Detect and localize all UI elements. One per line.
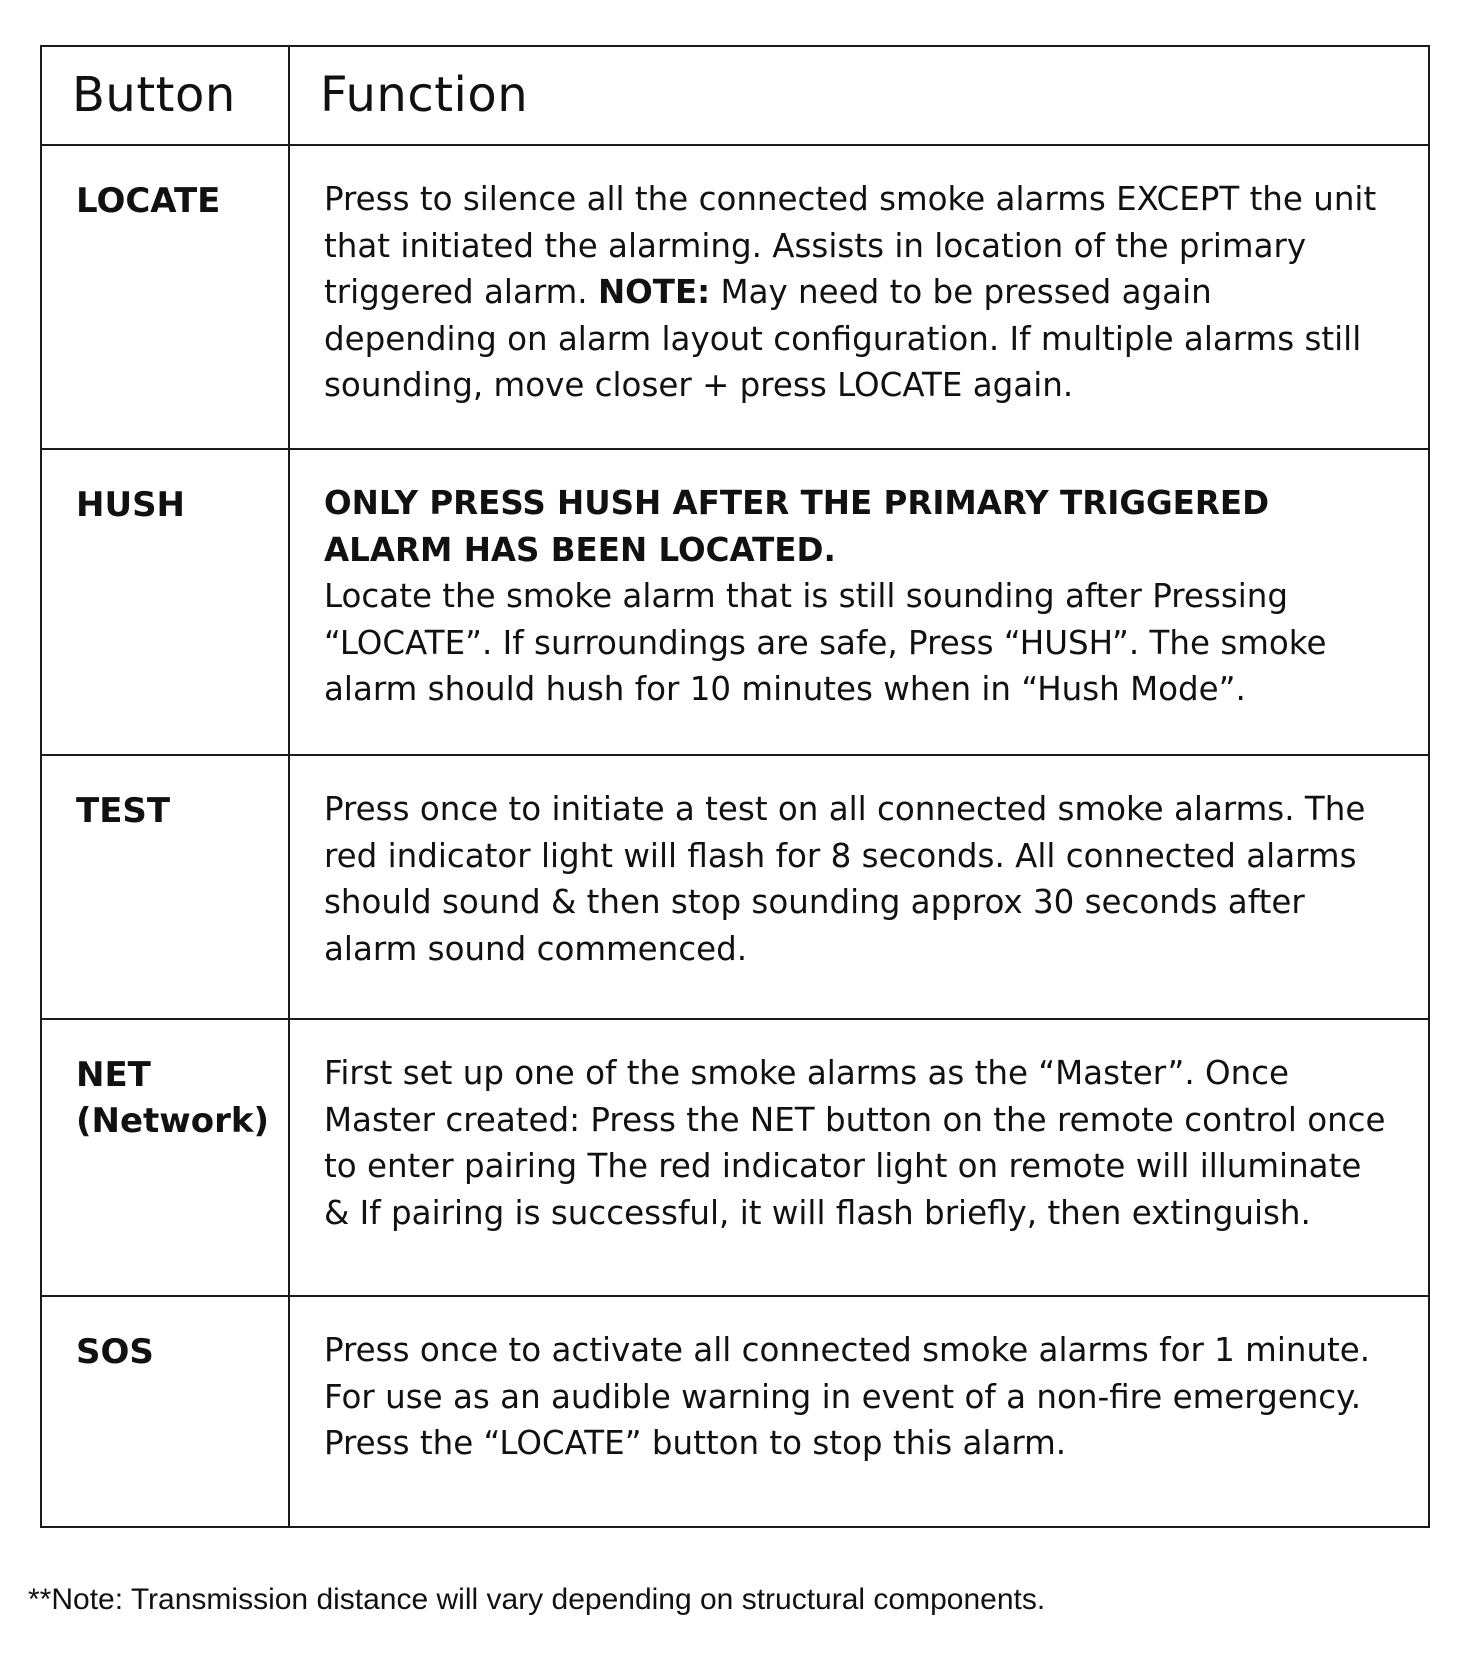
button-function-table xyxy=(40,45,1430,1528)
table-row-hush xyxy=(41,449,1429,755)
function-sos xyxy=(289,1296,1429,1527)
locate-note-label: NOTE: xyxy=(597,273,711,311)
header-function: Function xyxy=(289,46,1429,145)
table-header-row xyxy=(41,46,1429,145)
function-locate xyxy=(289,145,1429,449)
function-test xyxy=(289,755,1429,1019)
net-label-line-2: (Network) xyxy=(76,1101,269,1141)
hush-text: Locate the smoke alarm that is still sounding after Pressing “LOCATE”. If surroundings are safe, Press “HUSH”. The smoke alarm should hush for 10 minutes when in “Hush Mode”. xyxy=(324,577,1327,708)
sos-text: Press once to activate all connected smoke alarms for 1 minute. For use as an audible warning in event of a non-fire emergency. Press the “LOCATE” button to stop this alarm. xyxy=(324,1331,1371,1462)
function-net xyxy=(289,1019,1429,1296)
table-row-locate xyxy=(41,145,1429,449)
test-text: Press once to initiate a test on all connected smoke alarms. The red indicator light will flash for 8 seconds. All connected alarms should sound & then stop sounding approx 30 seconds after alarm sound commenced. xyxy=(324,790,1366,968)
locate-text-2: May need to be pressed again depending on alarm layout configuration. If multiple alarms still sounding, move closer + press LOCATE again. xyxy=(324,273,1362,404)
header-button: Button xyxy=(41,46,289,145)
net-label-line-1: NET xyxy=(76,1055,151,1095)
table-row-test xyxy=(41,755,1429,1019)
locate-text-1: Press to silence all the connected smoke alarms EXCEPT the unit that initiated the alarming. Assists in location of the primary triggered alarm. xyxy=(324,180,1377,311)
footnote: **Note: Transmission distance will vary depending on structural components. xyxy=(28,1583,1046,1616)
button-name-sos: SOS xyxy=(41,1296,289,1527)
hush-warning: ONLY PRESS HUSH AFTER THE PRIMARY TRIGGERED ALARM HAS BEEN LOCATED. xyxy=(324,484,1270,569)
net-text: First set up one of the smoke alarms as the “Master”. Once Master created: Press the NET button on the remote control once to enter pairing The red indicator light on remote will illuminate & If pairing is successful, it will flash briefly, then extinguish. xyxy=(324,1054,1386,1232)
button-name-locate: LOCATE xyxy=(41,145,289,449)
button-name-net xyxy=(41,1019,289,1296)
button-name-test: TEST xyxy=(41,755,289,1019)
table-row-net xyxy=(41,1019,1429,1296)
table-row-sos xyxy=(41,1296,1429,1527)
button-name-hush: HUSH xyxy=(41,449,289,755)
function-hush xyxy=(289,449,1429,755)
